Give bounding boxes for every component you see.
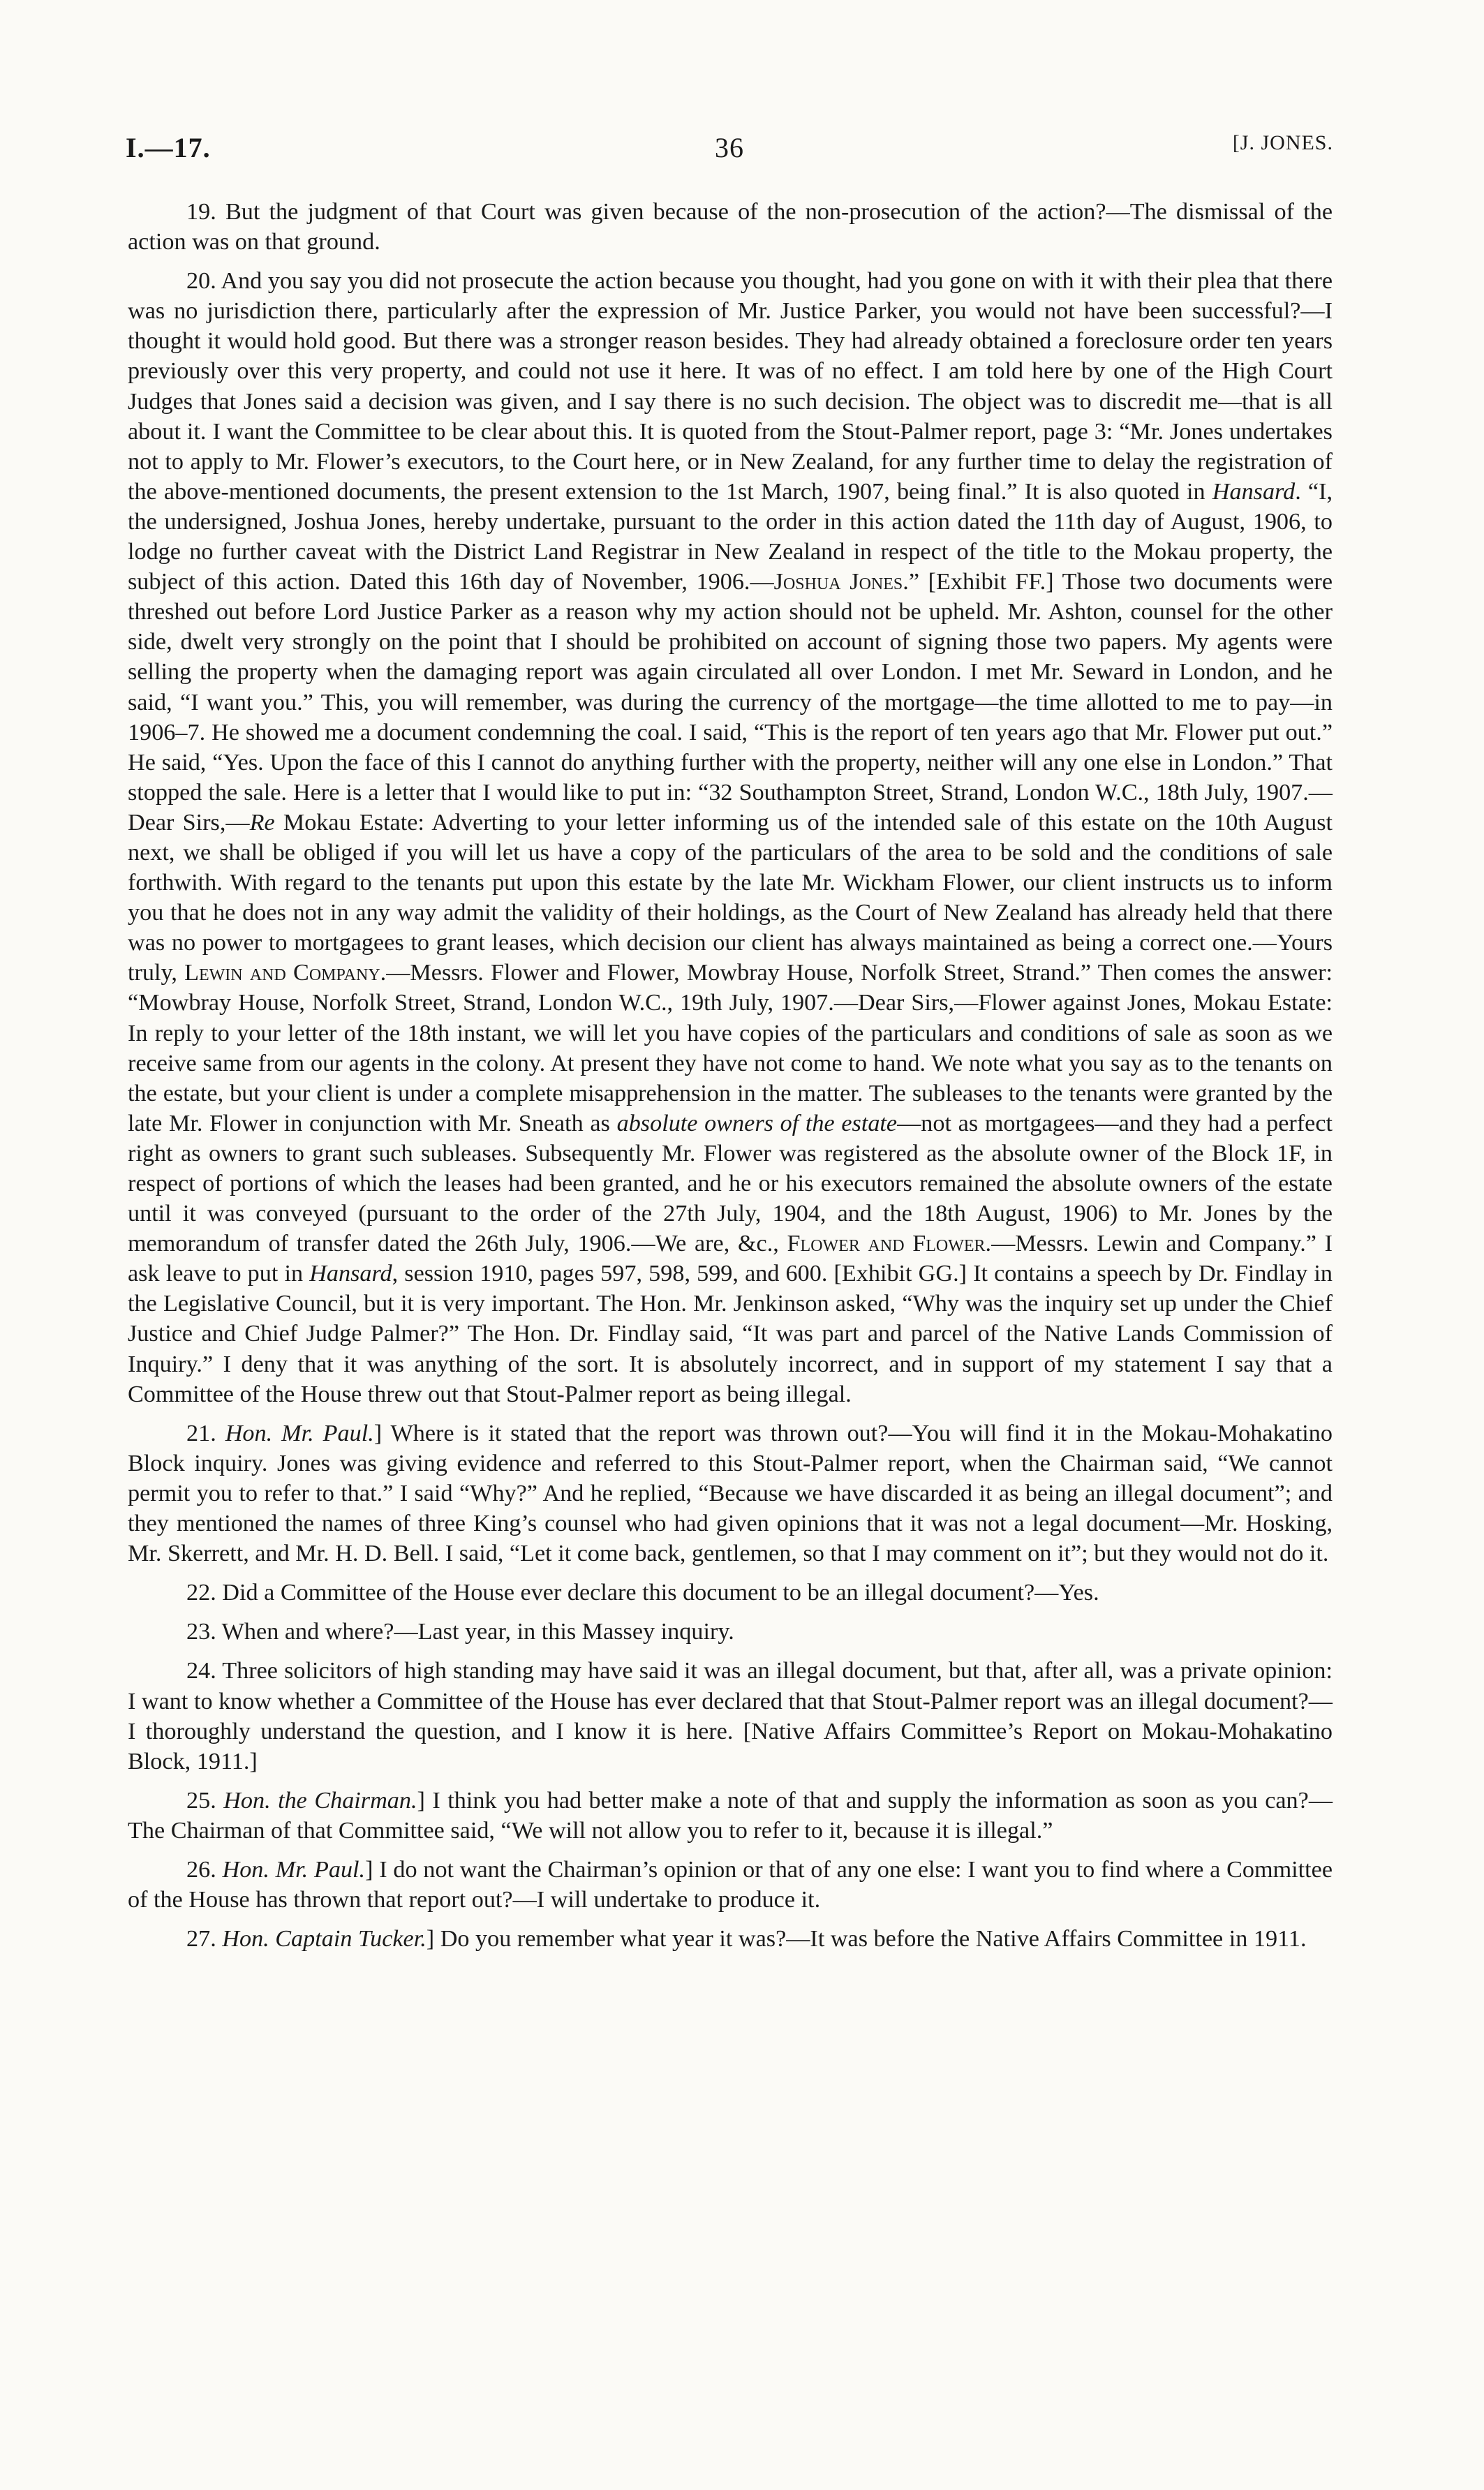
paragraph-text: ] Do you remember what year it was?—It was before the Native Affairs Committee in 1911.	[426, 1926, 1307, 1952]
paragraph-text: ] I think you had better make a note of that and supply the information as soon as you can?—The Chairman of that Committee said, “We will not allow you to refer to it, because it is illegal.”	[128, 1787, 1333, 1844]
paragraph-text: 20. And you say you did not prosecute the action because you thought, had you gone on with it with their plea that there was no jurisdiction there, particularly after the expression of Mr. Justice Parker, you would not have been successful?—I thought it would hold good. But there was a stronger reason besides. They had already obtained a foreclosure order ten years previously over this very property, and could not use it here. It was of no effect. I am told here by one of the High Court Judges that Jones said a decision was given, and I say there is no such decision. The object was to discredit me—that is all about it. I want the Committee to be clear about this. It is quoted from the Stout-Palmer report, page 3: “Mr. Jones undertakes not to apply to Mr. Flower’s executors, to the Court here, or in New Zealand, for any further time to delay the registration of the above-mentioned documents, the present extension to the 1st March, 1907, being final.” It is also quoted in	[128, 268, 1333, 505]
small-caps-text: Flower and Flower	[787, 1231, 986, 1257]
paragraph-text: 26.	[186, 1856, 223, 1883]
paragraph-text: 25.	[186, 1787, 224, 1814]
italic-text: Hon. the Chairman.	[223, 1787, 417, 1814]
paragraph-text: —not as mortgagees—and they had a perfect right as owners to grant such subleases. Subsequently Mr. Flower was registered as the absolute owner of the Block 1F, in respect of portions of which the leases had been granted, and he or his executors remained the absolute owners of the estate until it was conveyed (pursuant to the order of the 27th July, 1904, and the 18th August, 1906) to Mr. Jones by the memorandum of transfer dated the 26th July, 1906.—We are, &c.,	[128, 1110, 1333, 1257]
paragraph-text: Mokau Estate: Adverting to your letter informing us of the intended sale of this estate on the 10th August next, we shall be obliged if you will let us have a copy of the particulars of the area to be sold and the conditions of sale forthwith. With regard to the tenants put upon this estate by the late Mr. Wickham Flower, our client instructs us to inform you that he does not in any way admit the validity of their holdings, as the Court of New Zealand has already held that there was no power to mortgagees to grant leases, which decision our client has always maintained as being a correct one.—Yours truly,	[128, 809, 1333, 986]
testimony-paragraph	[128, 1786, 1333, 1846]
paragraph-text: ] Where is it stated that the report was thrown out?—You will find it in the Mokau-Mohakatino Block inquiry. Jones was giving evidence and referred to this Stout-Palmer report, when the Chairman said, “We cannot permit you to refer to that.” I said “Why?” And he replied, “Because we have discarded it as being an illegal document”; and they mentioned the names of three King’s counsel who had given opinions that it was not a legal document—Mr. Hosking, Mr. Skerrett, and Mr. H. D. Bell. I said, “Let it come back, gentlemen, so that I may comment on it”; but they would not do it.	[128, 1420, 1333, 1567]
testimony-paragraph	[128, 1617, 1333, 1647]
document-reference: I.—17.	[126, 132, 211, 163]
paragraph-text: . “I, the undersigned, Joshua Jones, hereby undertake, pursuant to the order in this action dated the 11th day of August, 1906, to lodge no further caveat with the District Land Registrar in New Zealand in respect of the title to the Mokau property, the subject of this action. Dated this 16th day of November, 1906.—	[128, 478, 1333, 595]
paragraph-text: .” [Exhibit FF.] Those two documents were threshed out before Lord Justice Parker as a reason why my action should not be upheld. Mr. Ashton, counsel for the other side, dwelt very strongly on the point that I should be prohibited on account of signing those two papers. My agents were selling the property when the damaging report was again circulated all over London. I met Mr. Seward in London, and he said, “I want you.” This, you will remember, was during the currency of the mortgage—the time allotted to me to pay—in 1906–7. He showed me a document condemning the coal. I said, “This is the report of ten years ago that Mr. Flower put out.” He said, “Yes. Upon the face of this I cannot do anything further with the property, neither will any one else in London.” That stopped the sale. Here is a letter that I would like to put in: “32 Southampton Street, Strand, London W.C., 18th July, 1907.—Dear Sirs,—	[128, 569, 1333, 836]
testimony-paragraph	[128, 1855, 1333, 1915]
italic-text: Hansard	[1212, 478, 1296, 505]
italic-text: Hon. Mr. Paul.	[222, 1856, 366, 1883]
italic-text: Hansard	[309, 1261, 392, 1287]
small-caps-text: Lewin and Company	[184, 960, 380, 986]
testimony-paragraph	[128, 197, 1333, 257]
paragraph-text: , session 1910, pages 597, 598, 599, and 600. [Exhibit GG.] It contains a speech by Dr. Findlay in the Legislative Council, but it is very important. The Hon. Mr. Jenkinson asked, “Why was the inquiry set up under the Chief Justice and Chief Judge Palmer?” The Hon. Dr. Findlay said, “It was part and parcel of the Native Lands Commission of Inquiry.” I deny that it was anything of the sort. It is absolutely incorrect, and in support of my statement I say that a Committee of the House threw out that Stout-Palmer report as being illegal.	[128, 1261, 1333, 1407]
paragraph-text: 21.	[186, 1420, 225, 1446]
testimony-paragraph	[128, 1578, 1333, 1608]
italic-text: absolute owners of the estate	[616, 1110, 898, 1136]
paragraph-text: .—Messrs. Lewin and Company.” I ask leave to put in	[128, 1231, 1333, 1287]
paragraph-text: 23. When and where?—Last year, in this Massey inquiry.	[186, 1619, 734, 1645]
italic-text: Hon. Captain Tucker.	[222, 1926, 426, 1952]
italic-text: Re	[249, 809, 275, 836]
testimony-paragraph	[128, 1418, 1333, 1569]
paragraph-text: 22. Did a Committee of the House ever declare this document to be an illegal document?—Yes.	[186, 1580, 1099, 1606]
testimony-paragraph	[128, 266, 1333, 1409]
testimony-paragraph	[128, 1656, 1333, 1776]
witness-name: [J. JONES.	[1232, 131, 1333, 154]
paragraph-text: .—Messrs. Flower and Flower, Mowbray House, Norfolk Street, Strand.” Then comes the answer: “Mowbray House, Norfolk Street, Strand, London W.C., 19th July, 1907.—Dear Sirs,—Flower against Jones, Mokau Estate: In reply to your letter of the 18th instant, we will let you have copies of the particulars and conditions of sale as soon as we receive same from our agents in the colony. At present they have not come to hand. We note what you say as to the tenants on the estate, but your client is under a complete misapprehension in the matter. The subleases to the tenants were granted by the late Mr. Flower in conjunction with Mr. Sneath as	[128, 960, 1333, 1136]
page-header	[126, 131, 1333, 173]
paragraph-text: 27.	[186, 1926, 223, 1952]
testimony-body	[128, 197, 1333, 1963]
paragraph-text: 19. But the judgment of that Court was given because of the non-prosecution of the action?—The dismissal of the action was on that ground.	[128, 199, 1333, 255]
small-caps-text: Joshua Jones	[773, 569, 903, 595]
paragraph-text: 24. Three solicitors of high standing may have said it was an illegal document, but that, after all, was a private opinion: I want to know whether a Committee of the House has ever declared that that Stout-Palmer report was an illegal document?—I thoroughly understand the question, and I know it is here. [Native Affairs Committee’s Report on Mokau-Mohakatino Block, 1911.]	[128, 1658, 1333, 1774]
testimony-paragraph	[128, 1924, 1333, 1954]
italic-text: Hon. Mr. Paul.	[225, 1420, 374, 1446]
paragraph-text: ] I do not want the Chairman’s opinion or that of any one else: I want you to find where a Committee of the House has thrown that report out?—I will undertake to produce it.	[128, 1856, 1333, 1913]
page-number: 36	[715, 132, 744, 163]
